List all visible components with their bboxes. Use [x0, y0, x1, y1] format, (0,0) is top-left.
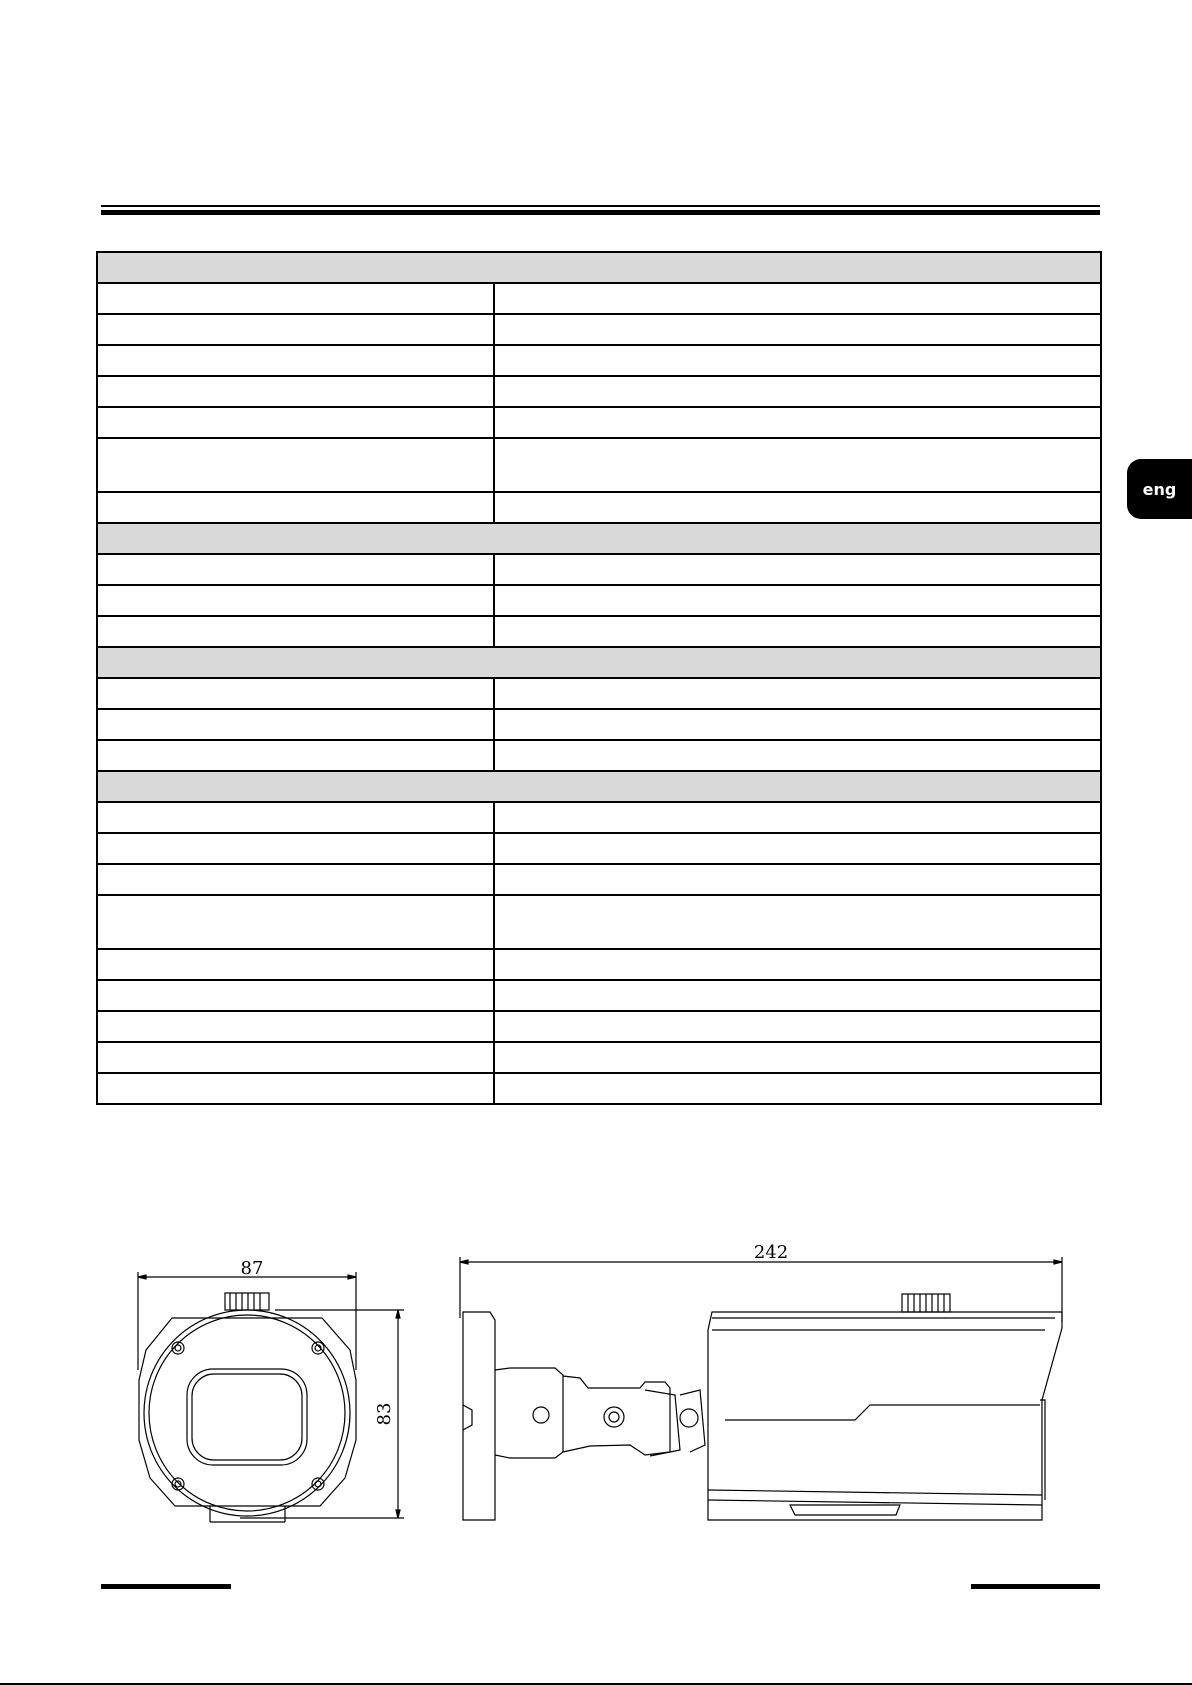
spec-value-cell: [494, 1011, 1101, 1042]
spec-value-cell: [494, 283, 1101, 314]
spec-label-cell: [97, 438, 494, 492]
specification-table: [96, 251, 1102, 1105]
table-row: [97, 709, 1101, 740]
table-row: [97, 554, 1101, 585]
language-tab-label: eng: [1142, 479, 1177, 499]
camera-dimension-drawing: [0, 1230, 1192, 1540]
spec-label-cell: [97, 492, 494, 523]
spec-value-cell: [494, 1073, 1101, 1104]
spec-label-cell: [97, 345, 494, 376]
table-row: [97, 438, 1101, 492]
front-height-label: 83: [374, 1402, 395, 1426]
spec-label-cell: [97, 1011, 494, 1042]
side-view: [460, 1257, 1062, 1520]
spec-label-cell: [97, 1042, 494, 1073]
spec-value-cell: [494, 864, 1101, 895]
table-row: [97, 314, 1101, 345]
spec-value-cell: [494, 407, 1101, 438]
spec-value-cell: [494, 616, 1101, 647]
table-row: [97, 1011, 1101, 1042]
table-row: [97, 980, 1101, 1011]
table-row: [97, 283, 1101, 314]
spec-value-cell: [494, 740, 1101, 771]
table-row: [97, 895, 1101, 949]
front-width-label: 87: [240, 1258, 264, 1279]
section-header-cell: [97, 252, 1101, 283]
table-row: [97, 740, 1101, 771]
spec-label-cell: [97, 678, 494, 709]
spec-value-cell: [494, 345, 1101, 376]
table-row: [97, 345, 1101, 376]
spec-label-cell: [97, 740, 494, 771]
spec-label-cell: [97, 283, 494, 314]
spec-label-cell: [97, 407, 494, 438]
spec-label-cell: [97, 1073, 494, 1104]
spec-label-cell: [97, 895, 494, 949]
spec-label-cell: [97, 833, 494, 864]
table-row: [97, 1073, 1101, 1104]
spec-label-cell: [97, 709, 494, 740]
spec-label-cell: [97, 864, 494, 895]
spec-label-cell: [97, 980, 494, 1011]
spec-value-cell: [494, 895, 1101, 949]
spec-value-cell: [494, 554, 1101, 585]
spec-value-cell: [494, 709, 1101, 740]
table-row: [97, 864, 1101, 895]
table-section-header: [97, 523, 1101, 554]
spec-label-cell: [97, 585, 494, 616]
table-section-header: [97, 647, 1101, 678]
spec-value-cell: [494, 833, 1101, 864]
side-length-label: 242: [753, 1242, 789, 1263]
table-row: [97, 407, 1101, 438]
spec-value-cell: [494, 1042, 1101, 1073]
spec-value-cell: [494, 314, 1101, 345]
table-section-header: [97, 771, 1101, 802]
spec-label-cell: [97, 314, 494, 345]
spec-value-cell: [494, 585, 1101, 616]
spec-value-cell: [494, 492, 1101, 523]
table-row: [97, 802, 1101, 833]
table-row: [97, 833, 1101, 864]
table-row: [97, 585, 1101, 616]
spec-value-cell: [494, 980, 1101, 1011]
spec-label-cell: [97, 949, 494, 980]
table-row: [97, 678, 1101, 709]
table-row: [97, 616, 1101, 647]
spec-value-cell: [494, 678, 1101, 709]
table-row: [97, 376, 1101, 407]
table-row: [97, 492, 1101, 523]
spec-value-cell: [494, 949, 1101, 980]
section-header-cell: [97, 523, 1101, 554]
spec-value-cell: [494, 802, 1101, 833]
section-header-cell: [97, 647, 1101, 678]
spec-label-cell: [97, 376, 494, 407]
spec-label-cell: [97, 802, 494, 833]
table-row: [97, 1042, 1101, 1073]
section-header-cell: [97, 771, 1101, 802]
spec-value-cell: [494, 438, 1101, 492]
footer-rule-right: [971, 1584, 1100, 1589]
table-row: [97, 949, 1101, 980]
language-tab[interactable]: [1127, 459, 1192, 519]
spec-label-cell: [97, 554, 494, 585]
table-section-header: [97, 252, 1101, 283]
front-view: [138, 1272, 404, 1522]
header-rule-thick: [101, 210, 1100, 215]
spec-label-cell: [97, 616, 494, 647]
header-rule-thin: [101, 205, 1100, 207]
spec-value-cell: [494, 376, 1101, 407]
footer-rule-left: [101, 1584, 231, 1589]
